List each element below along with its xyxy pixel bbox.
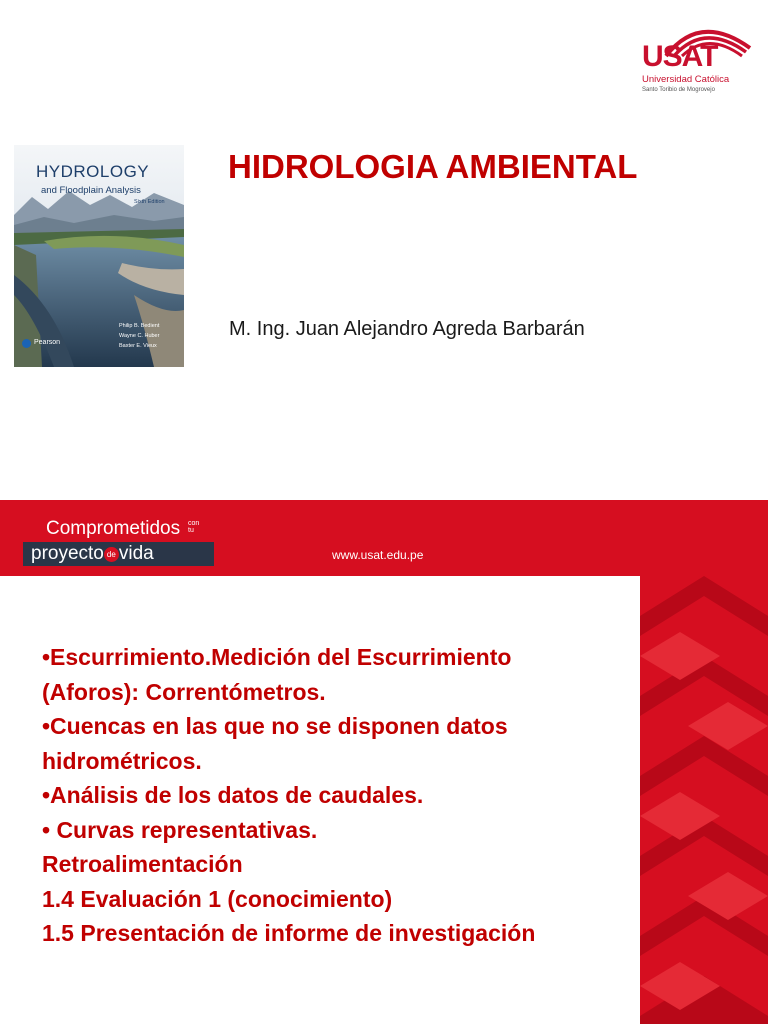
list-item: •Cuencas en las que no se disponen datos	[42, 713, 508, 739]
content-slide	[0, 576, 768, 1024]
book-author-2: Wayne C. Huber	[119, 333, 160, 339]
list-item: •Escurrimiento.Medición del Escurrimiento	[42, 644, 512, 670]
slogan-small-tu: tu	[188, 527, 194, 534]
topic-list	[42, 640, 535, 951]
book-cover	[14, 145, 184, 367]
usat-name-line1: Universidad Católica	[642, 74, 730, 85]
list-item: •Análisis de los datos de caudales.	[42, 782, 424, 808]
book-subtitle: and Floodplain Analysis	[41, 185, 141, 196]
slogan-de-badge: de	[104, 547, 119, 562]
slogan-top: Comprometidos	[46, 518, 181, 539]
usat-logo	[640, 18, 750, 98]
slogan-vida: vida	[118, 543, 154, 564]
slogan-proyecto: proyecto	[31, 543, 104, 564]
list-item: 1.4 Evaluación 1 (conocimiento)	[42, 885, 393, 912]
book-edition: Sixth Edition	[134, 199, 165, 205]
slogan-small	[188, 520, 199, 534]
list-item: 1.5 Presentación de informe de investigación	[42, 920, 536, 946]
list-item: (Aforos): Correntómetros.	[42, 678, 326, 705]
book-author-1: Philip B. Bedient	[119, 323, 160, 329]
page-title: HIDROLOGIA AMBIENTAL	[228, 148, 638, 185]
book-authors	[119, 321, 159, 351]
list-item: • Curvas representativas.	[42, 816, 318, 843]
title-slide	[0, 0, 768, 500]
book-publisher: Pearson	[34, 339, 61, 346]
book-title: HYDROLOGY	[36, 162, 150, 181]
side-decoration-pattern	[640, 576, 768, 1024]
list-item: Retroalimentación	[42, 851, 243, 877]
slogan-small-con: con	[188, 520, 200, 527]
footer-band	[0, 500, 768, 576]
book-author-3: Baxter E. Vieux	[119, 343, 157, 349]
pearson-logo-icon	[22, 339, 31, 348]
usat-wordmark: USAT	[642, 40, 718, 73]
list-item: hidrométricos.	[42, 747, 202, 774]
slogan-bottom	[31, 543, 154, 565]
usat-name-line2: Santo Toribio de Mogrovejo	[642, 87, 715, 93]
author-name: M. Ing. Juan Alejandro Agreda Barbarán	[229, 318, 585, 340]
website-link[interactable]: www.usat.edu.pe	[332, 548, 424, 562]
